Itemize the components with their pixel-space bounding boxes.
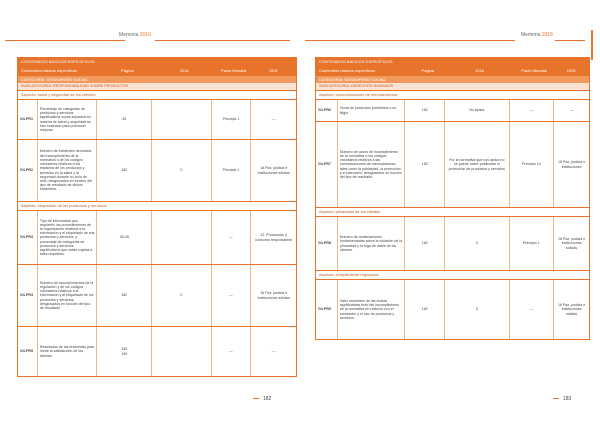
indicator-description: Número de incumplimientos de la regulación y de los códigos voluntarios relativos a la información y al etiquetado de los productos y servicios, desglosados en función del tipo de resultado. [38, 265, 98, 326]
global-compact: — [510, 100, 555, 121]
indicator-code: G4-PR6 [316, 100, 338, 121]
sdg: 16 Paz, justicia e instituciones sólidas [257, 166, 290, 175]
table-row [18, 211, 296, 265]
col-header: Contenidos básicos específicos [21, 68, 78, 73]
table-row [316, 100, 589, 122]
value-2016: 0 [445, 217, 510, 270]
table-title: CONTENIDOS BÁSICOS ESPECÍFICOS [18, 58, 296, 65]
sdg: 16 Paz, justicia e instituciones [558, 160, 586, 169]
value-2016 [152, 211, 212, 264]
value-2016 [152, 100, 212, 139]
page-ref: 155 159 [97, 327, 152, 376]
aspect-heading: Aspecto: comunicaciones de mercadotecnia [316, 91, 589, 100]
page-ref: 38-45 [97, 211, 152, 264]
page-ref: 182 [97, 265, 152, 326]
page-ref: 182 [405, 217, 445, 270]
category-band: CATEGORÍA: DESEMPEÑO SOCIAL [18, 76, 296, 83]
global-compact: Principio 1 [510, 217, 555, 270]
aspect-heading: Aspecto: cumplimiento regulatorio [316, 271, 589, 280]
category-band: CATEGORÍA: DESEMPEÑO SOCIAL [316, 76, 589, 83]
col-header: 2016 [475, 68, 485, 73]
indicator-code: G4-PR2 [18, 140, 38, 201]
value-2016 [152, 327, 212, 376]
page-ref: 182 [405, 280, 445, 339]
page-header [521, 32, 553, 38]
col-header: 2016 [179, 68, 189, 73]
table-row [316, 217, 589, 271]
table-row [316, 280, 589, 340]
global-compact: Principio 1 [212, 100, 252, 139]
table-row [316, 122, 589, 208]
header-line [305, 40, 515, 41]
indicator-code: G4-PR7 [316, 122, 338, 207]
table-row [18, 327, 296, 377]
indicator-code: G4-PR1 [18, 100, 38, 139]
table-title: CONTENIDOS BÁSICOS ESPECÍFICOS [316, 58, 589, 65]
table-header-row [316, 65, 589, 76]
page-ref: 45 [97, 100, 152, 139]
sdg: — [569, 108, 574, 113]
aspect-heading: Aspecto: etiquetado de los productos y servicios [18, 202, 296, 211]
gri-table [315, 57, 590, 340]
subcategory-band: SUBCATEGORÍA: RESPONSABILIDAD SOBRE PRODUCTOS [18, 83, 296, 91]
left-page [5, 0, 295, 424]
indicator-description: Venta de productos prohibidos o en litigio. [338, 100, 405, 121]
header-label: Memoria [119, 32, 139, 38]
footer-dash [553, 398, 559, 399]
sdg: — [271, 349, 276, 354]
aspect-heading: Aspecto: privacidad de los clientes [316, 208, 589, 217]
page-ref: 182 [405, 100, 445, 121]
aspect-heading: Aspecto: salud y seguridad de los clientes [18, 91, 296, 100]
indicator-description: Tipo de información que requieren los procedimientos de la organización relativos a la información y el etiquetado de sus productos y servicios, y porcentaje de categorías de productos y servicios significativos que están sujetas a tales requisitos. [38, 211, 98, 264]
col-header: Contenidos básicos específicos [319, 68, 376, 73]
indicator-code: G4-PR5 [18, 327, 38, 376]
indicator-description: Número de casos de incumplimiento de la normativa o los códigos voluntarios relativos a las comunicaciones de mercadotecnia, tales como la publicidad, la promoción y el patrocinio, desglosados en función del tipo de resultado. [338, 122, 405, 207]
table-row [18, 140, 296, 202]
indicator-code: G4-PR4 [18, 265, 38, 326]
sdg: — [271, 117, 276, 122]
table-row [18, 100, 296, 140]
page-header [119, 32, 151, 38]
indicator-code: G4-PR3 [18, 211, 38, 264]
sdg: 16 Paz, justicia e instituciones sólidas [558, 303, 586, 316]
value-2016: 0 [152, 140, 212, 201]
value-2016: 0 [445, 280, 510, 339]
table-row [18, 265, 296, 327]
value-2016: 0 [152, 265, 212, 326]
sdg: 16 Paz, justicia e instituciones sólidas [257, 291, 290, 300]
page-footer [553, 396, 571, 402]
indicator-code: G4-PR8 [316, 217, 338, 270]
col-header: Pacto Mundial [220, 68, 247, 73]
indicator-code: G4-PR9 [316, 280, 338, 339]
global-compact: Principio 10 [510, 122, 555, 207]
col-header: ODS [268, 68, 278, 73]
col-header: ODS [566, 68, 576, 73]
indicator-description: Valor monetario de las multas significativas fruto del incumplimiento de la normativa en relación con el suministro y el uso de productos y servicios. [338, 280, 405, 339]
value-2016: Por la normativa que nos aplica no se puede hacer publicidad ni promoción de productos y servicios [445, 122, 510, 207]
header-year: 2016 [139, 32, 151, 38]
header-line [155, 40, 290, 41]
header-label: Memoria [521, 32, 541, 38]
page-number: 182 [263, 396, 272, 402]
indicator-description: Número de reclamaciones fundamentadas sobre la violación de la privacidad y la fuga de datos de los clientes. [338, 217, 405, 270]
edge-bar [591, 30, 593, 60]
sdg: 12. Producción y consumo responsables [255, 233, 293, 242]
global-compact: — [212, 265, 252, 326]
page-footer [253, 396, 271, 402]
sdg: 16 Paz, justicia e instituciones sólidas [558, 237, 586, 250]
col-header: Pacto Mundial [521, 68, 547, 73]
right-page [305, 0, 595, 424]
global-compact: — [212, 327, 252, 376]
global-compact: Principio 1 [212, 140, 252, 201]
indicator-description: Número de incidentes derivados del incumplimiento de la normativa o de los códigos voluntarios relativos a los impactos de los productos y servicios en la salud y la seguridad durante su ciclo de vida, desglosados en función del tipo de resultado de dichos incidentes. [38, 140, 98, 201]
global-compact: — [510, 280, 555, 339]
indicator-description: Porcentaje de categorías de productos y servicios significativos cuyos impactos en materia de salud y seguridad se han evaluado para promover mejoras. [38, 100, 98, 139]
header-year: 2016 [541, 32, 553, 38]
global-compact: — [212, 211, 252, 264]
header-line [555, 40, 585, 41]
page-number: 183 [563, 396, 572, 402]
col-header: Página [421, 68, 435, 73]
page-ref: 182 [405, 122, 445, 207]
gri-table [17, 57, 297, 377]
footer-dash [253, 398, 259, 399]
page-ref: 182 [97, 140, 152, 201]
value-2016: No aplica [445, 100, 510, 121]
table-header-row [18, 65, 296, 76]
col-header: Página [121, 68, 134, 73]
header-line [5, 40, 125, 41]
indicator-description: Resultados de las encuestas para medir la satisfacción de los clientes [38, 327, 98, 376]
subcategory-band: SUBCATEGORÍA: DERECHOS HUMANOS [316, 83, 589, 91]
